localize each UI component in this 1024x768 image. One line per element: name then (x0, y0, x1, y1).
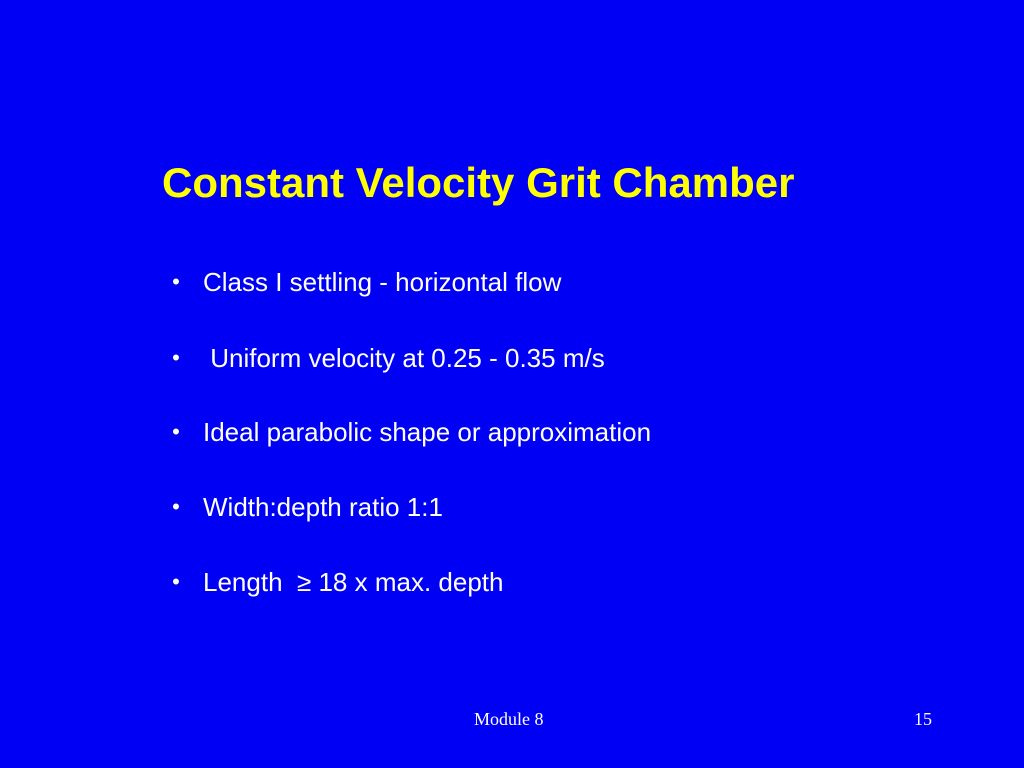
bullet-icon: • (172, 419, 180, 444)
bullet-icon: • (172, 494, 180, 519)
bullet-icon: • (172, 269, 180, 294)
bullet-item (164, 412, 864, 452)
slide-title: Constant Velocity Grit Chamber (162, 159, 795, 206)
bullet-item (164, 487, 864, 527)
bullet-text: Length ≥ 18 x max. depth (203, 567, 504, 597)
bullet-item (164, 338, 864, 378)
bullet-icon: • (172, 345, 180, 370)
bullet-item (164, 562, 864, 602)
bullet-text: Ideal parabolic shape or approximation (203, 417, 652, 447)
bullet-icon: • (172, 569, 180, 594)
footer-page-number: 15 (914, 709, 932, 729)
footer-module-label: Module 8 (474, 709, 544, 729)
bullet-text: Uniform velocity at 0.25 - 0.35 m/s (203, 343, 605, 373)
bullet-text: Width:depth ratio 1:1 (203, 492, 443, 522)
bullet-item (164, 262, 864, 302)
bullet-text: Class I settling - horizontal flow (203, 267, 562, 297)
